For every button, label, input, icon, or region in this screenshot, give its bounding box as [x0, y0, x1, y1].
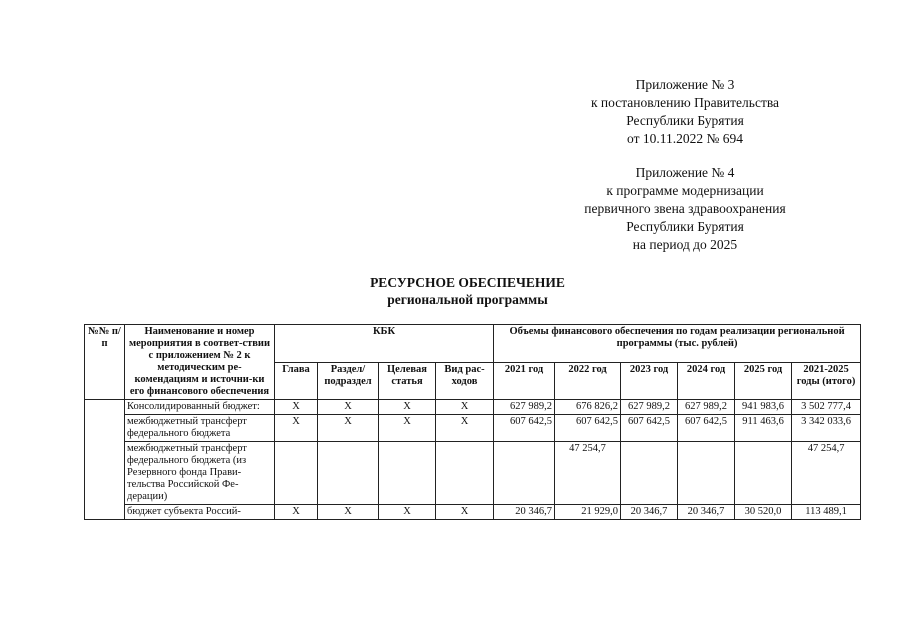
- value-cell: 30 520,0: [735, 505, 792, 520]
- table-row: [85, 415, 861, 442]
- value-cell: 607 642,5: [678, 415, 735, 442]
- appendix-4-line: к программе модернизации: [606, 183, 764, 198]
- header-year-col: 2021-2025 годы (итого): [792, 362, 861, 400]
- header-kbk-col: Глава: [275, 362, 318, 400]
- kbk-cell: Х: [379, 400, 436, 415]
- value-cell: 607 642,5: [621, 415, 678, 442]
- appendix-4-block: [520, 164, 850, 254]
- value-cell: 20 346,7: [621, 505, 678, 520]
- header-kbk-col: Раздел/ подраздел: [318, 362, 379, 400]
- value-cell: 20 346,7: [678, 505, 735, 520]
- value-cell: 911 463,6: [735, 415, 792, 442]
- kbk-cell: Х: [275, 415, 318, 442]
- header-year-col: 2024 год: [678, 362, 735, 400]
- header-year-col: 2021 год: [494, 362, 555, 400]
- value-cell: 607 642,5: [555, 415, 621, 442]
- row-number-cell: [85, 400, 125, 520]
- header-kbk-col: Целевая статья: [379, 362, 436, 400]
- kbk-cell: Х: [436, 415, 494, 442]
- kbk-cell: Х: [275, 400, 318, 415]
- value-cell: 627 989,2: [678, 400, 735, 415]
- value-cell: [621, 442, 678, 505]
- value-cell: 20 346,7: [494, 505, 555, 520]
- value-cell: 47 254,7: [792, 442, 861, 505]
- kbk-cell: [318, 442, 379, 505]
- value-cell: 607 642,5: [494, 415, 555, 442]
- appendix-3-block: [520, 76, 850, 148]
- table-row: [85, 505, 861, 520]
- appendix-3-line: от 10.11.2022 № 694: [627, 131, 743, 146]
- value-cell: 21 929,0: [555, 505, 621, 520]
- value-cell: [494, 442, 555, 505]
- value-cell: 3 342 033,6: [792, 415, 861, 442]
- appendix-4-line: Приложение № 4: [635, 165, 735, 180]
- value-cell: 627 989,2: [621, 400, 678, 415]
- appendix-3-line: Приложение № 3: [635, 77, 735, 92]
- kbk-cell: Х: [318, 505, 379, 520]
- appendix-4-line: первичного звена здравоохранения: [584, 201, 786, 216]
- header-num: №№ п/п: [85, 325, 125, 400]
- kbk-cell: Х: [379, 415, 436, 442]
- value-cell: [735, 442, 792, 505]
- kbk-cell: Х: [275, 505, 318, 520]
- kbk-cell: [436, 442, 494, 505]
- kbk-cell: Х: [318, 400, 379, 415]
- header-year-col: 2022 год: [555, 362, 621, 400]
- table-row: [85, 400, 861, 415]
- document-title: РЕСУРСНОЕ ОБЕСПЕЧЕНИЕ: [370, 275, 565, 290]
- header-kbk-col: Вид рас-ходов: [436, 362, 494, 400]
- value-cell: 627 989,2: [494, 400, 555, 415]
- appendix-4-line: на период до 2025: [632, 237, 738, 252]
- kbk-cell: Х: [318, 415, 379, 442]
- value-cell: 113 489,1: [792, 505, 861, 520]
- value-cell: [678, 442, 735, 505]
- row-name: межбюджетный трансферт федерального бюджета (из Резервного фонда Прави-тельства Российской Фе-дерации): [125, 442, 275, 505]
- header-name: Наименование и номер мероприятия в соответ-ствии с приложением № 2 к методическим ре-комендациям и источни-ки его финансового обеспечения: [125, 325, 275, 400]
- value-cell: 941 983,6: [735, 400, 792, 415]
- document-subtitle: региональной программы: [387, 292, 548, 307]
- value-cell: 47 254,7: [555, 442, 621, 505]
- appendix-3-line: Республики Бурятия: [626, 113, 744, 128]
- kbk-cell: [379, 442, 436, 505]
- appendix-3-line: к постановлению Правительства: [590, 95, 780, 110]
- value-cell: 676 826,2: [555, 400, 621, 415]
- kbk-cell: [275, 442, 318, 505]
- resource-table: [84, 324, 861, 520]
- value-cell: 3 502 777,4: [792, 400, 861, 415]
- header-year-col: 2023 год: [621, 362, 678, 400]
- kbk-cell: Х: [379, 505, 436, 520]
- row-name: бюджет субъекта Россий-: [125, 505, 275, 520]
- header-year-col: 2025 год: [735, 362, 792, 400]
- table-row: [85, 442, 861, 505]
- appendix-4-line: Республики Бурятия: [626, 219, 744, 234]
- row-name: Консолидированный бюджет:: [125, 400, 275, 415]
- kbk-cell: Х: [436, 505, 494, 520]
- header-volumes: Объемы финансового обеспечения по годам реализации региональной программы (тыс. рублей): [494, 325, 861, 363]
- kbk-cell: Х: [436, 400, 494, 415]
- row-name: межбюджетный трансферт федерального бюджета: [125, 415, 275, 442]
- header-kbk: КБК: [275, 325, 494, 363]
